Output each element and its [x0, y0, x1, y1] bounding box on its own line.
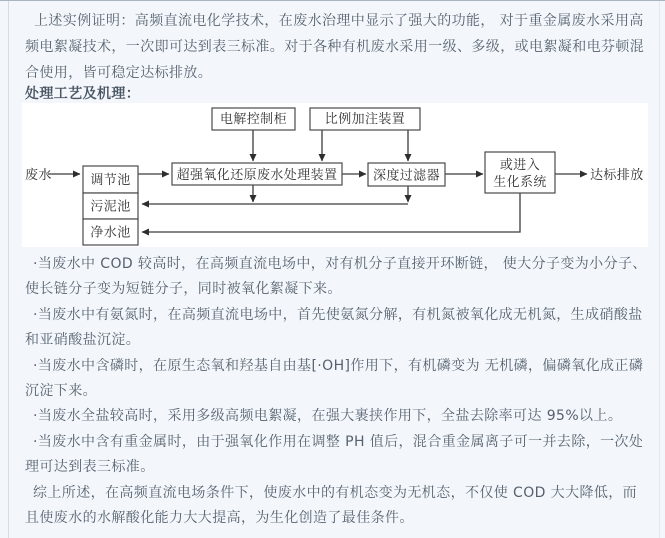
bullet-salt: ·当废水全盐较高时，采用多级高频电絮凝，在强大裹挟作用下，全盐去除率可达 95%以上。 [33, 408, 623, 425]
bullet-phosphorus: ·当废水中含磷时，在原生态氧和羟基自由基[·OH]作用下，有机磷变为 无机磷，偏磷氧化成正磷沉淀下来。 [25, 357, 644, 400]
bullet-cod: ·当废水中 COD 较高时，在高频直流电场中，对有机分子直接开环断链， 使大分子变为小分子、使长链分子变为短链分子，同时被氧化絮凝下来。 [25, 256, 647, 298]
intro-paragraph: 上述实例证明：高频直流电化学技术，在废水治理中显示了强大的功能， 对于重金属废水采用高频电絮凝技术，一次即可达到表三标准。对于各种有机废水采用一级、多级，或电絮凝和电芬顿混合使用，皆可稳定达标排放。 [25, 13, 645, 81]
node-bio-system-label-2: 生化系统 [493, 175, 547, 190]
node-dosing-device-label: 比例加注装置 [324, 112, 406, 127]
section-heading: 处理工艺及机理： [25, 86, 141, 102]
node-oxidation-unit-label: 超强氧化还原废水处理装置 [176, 168, 338, 183]
node-sludge-tank-label: 污泥池 [90, 199, 131, 215]
flow-diagram-svg [22, 103, 648, 247]
mechanism-text [25, 252, 650, 531]
node-regulating-tank-label: 调节池 [90, 173, 131, 188]
discharge-label: 达标排放 [590, 168, 644, 183]
process-flow-diagram [22, 103, 648, 247]
document-content [25, 1, 650, 531]
node-deep-filter-label: 深度过滤器 [372, 168, 441, 184]
node-clean-water-tank-label: 净水池 [90, 225, 131, 241]
conclusion-paragraph: 综上所述，在高频直流电场条件下，使废水中的有机态变为无机态，不仅使 COD 大大降低，而且使废水的水解酸化能力大大提高，为生化创造了最佳条件。 [25, 484, 638, 527]
clean-water-return-line [142, 193, 520, 232]
node-bio-system-label-1: 或进入 [499, 158, 541, 173]
influent-label: 废水 [25, 168, 52, 183]
left-border-rule [8, 1, 9, 538]
bullet-ammonia: ·当废水中有氨氮时，在高频直流电场中，首先使氨氮分解，有机氮被氧化成无机氮，生成硝酸盐和亚硝酸盐沉淀。 [25, 306, 643, 349]
bullet-heavy-metal: ·当废水中含有重金属时，由于强氧化作用在调整 PH 值后，混合重金属离子可一并去除，一次处理可达到表三标准。 [25, 433, 644, 476]
right-border-rule [659, 1, 660, 538]
node-electrolysis-cabinet-label: 电解控制柜 [219, 112, 288, 127]
